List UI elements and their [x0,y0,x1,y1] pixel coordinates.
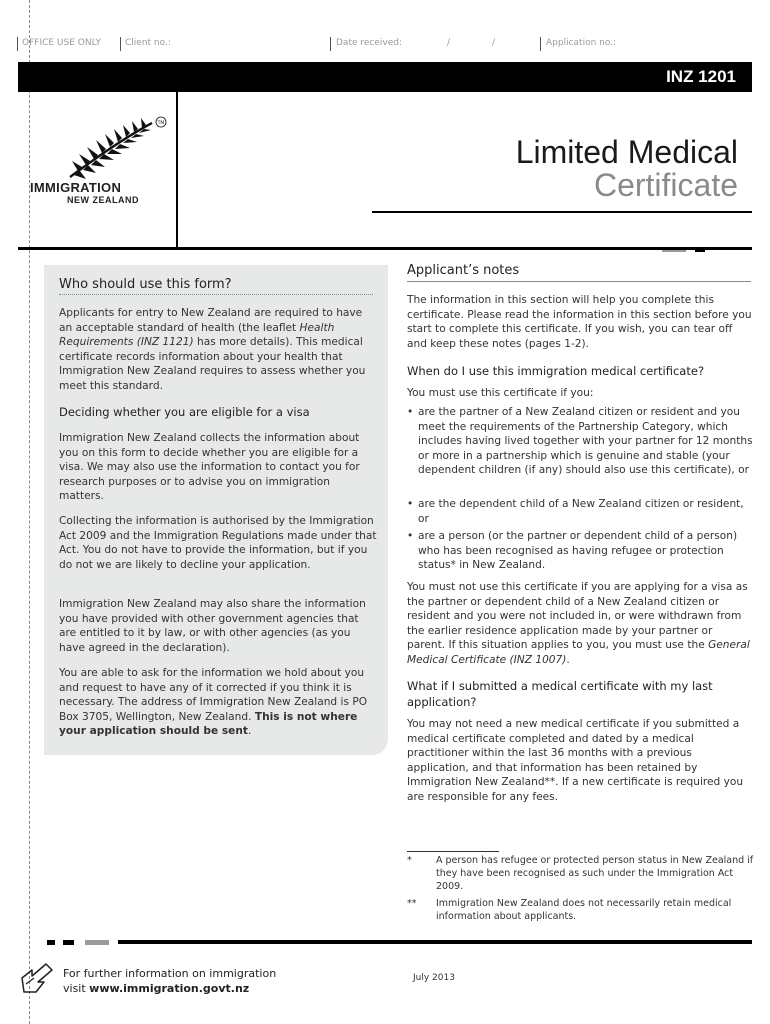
divider [120,37,121,51]
decor-block [63,940,74,945]
paragraph-collection: Immigration New Zealand collects the information about you on this form to decide whether you are eligible for a visa. We may also use the information to contact you for research purposes or to advise you on immigration matters. [59,432,360,503]
footnote-refugee: A person has refugee or protected person status in New Zealand if they have been recognised as such under the Immigration Act 2009. [436,855,754,892]
list-item: • are the dependent child of a New Zealand citizen or resident, or [407,498,744,525]
applicants-notes-title: Applicant’s notes [407,263,520,278]
client-no-field[interactable]: Client no.: [125,38,171,48]
website-link[interactable]: www.immigration.govt.nz [89,982,250,995]
trademark-text: TM [157,121,165,126]
divider [540,37,541,51]
application-no-field[interactable]: Application no.: [546,38,617,48]
previous-certificate-heading: What if I submitted a medical certificate with my last application? [407,679,713,709]
footer-rule [118,940,752,944]
previous-certificate-paragraph: You may not need a new medical certificate if you submitted a medical certificate completed and dated by a medical practitioner within the last 36 months with a previous application, and that information has been retained by Immigration New Zealand**. If a new certificate is required you are responsible for any fees. [407,718,744,803]
divider [17,37,18,51]
list-item: • are a person (or the partner or dependent child of a person) who has been recognised as having refugee or protection status* in New Zealand. [407,530,738,572]
notes-rule [407,281,751,282]
eligibility-heading: Deciding whether you are eligible for a visa [59,405,310,419]
who-should-use-panel [44,265,388,755]
panel-title: Who should use this form? [59,277,232,292]
when-to-use-heading: When do I use this immigration medical certificate? [407,364,705,378]
date-separator: / [447,38,451,48]
bullet-icon: • [407,498,414,510]
immigration-arrow-icon [18,960,56,998]
publication-date: July 2013 [413,973,455,983]
header-band [18,62,752,92]
title-rule [372,211,752,213]
decor-block [47,940,55,945]
form-code: INZ 1201 [666,67,736,86]
page-title: Limited Medical [515,134,738,170]
trademark-icon [155,116,167,128]
footnote-mark: * [407,855,412,866]
bullet-icon: • [407,530,414,542]
footer-line2: visit www.immigration.govt.nz [63,982,250,995]
logo-wordmark: IMMIGRATION [30,180,122,195]
must-not-use-paragraph: You must not use this certificate if you are applying for a visa as the partner or dependent child of a New Zealand citizen or resident and you were not included in, or were withdrawn from the earlier residence application made by your partner or parent. If this situation applies to you, you must use the General Medical Certificate (INZ 1007). [407,581,750,666]
footer-line1: For further information on immigration [63,967,277,980]
bullet-icon: • [407,406,414,418]
divider [330,37,331,51]
paragraph-sharing: Immigration New Zealand may also share the information you have provided with other government agencies that are entitled to it by law, or with other agencies (as you have agreed in the declaration). [59,598,366,654]
date-separator: / [492,38,496,48]
general-certificate-reference: General Medical Certificate (INZ 1007) [407,639,750,666]
paragraph-authorised: Collecting the information is authorised by the Immigration Act 2009 and the Immigration Regulations made under that Act. You do not have to provide the information, but if you do not we are likely to decline your application. [59,515,377,571]
must-use-lead: You must use this certificate if you: [407,387,594,399]
header-bottom-rule [18,247,752,250]
date-received-field[interactable]: Date received: [336,38,403,48]
list-item: • are the partner of a New Zealand citizen or resident and you meet the requirements of the Partnership Category, which includes having lived together with your partner for 12 months or more in a partnership which is genuine and stable (your dependent children (if any) should also use this certificate), or [407,406,753,477]
decor-block [85,940,109,945]
tear-off-perforation [29,0,30,1024]
not-address-warning: This is not where your application should be sent [59,710,358,738]
silver-fern-logo-icon [66,115,166,181]
header-divider [176,92,178,248]
paragraph-applicants: Applicants for entry to New Zealand are required to have an acceptable standard of health (the leaflet Health Requirements (INZ 1121) has more details). This medical certificate records information about your health that Immigration New Zealand requires to assess whether you meet this standard. [59,307,366,392]
office-use-label: OFFICE USE ONLY [22,38,101,48]
logo-subtitle: NEW ZEALAND [67,195,139,205]
notes-intro: The information in this section will help you complete this certificate. Please read the information in this section before you start to complete this certificate. If you wish, you can tear off and keep these notes (pages 1-2). [407,294,752,350]
office-use-row [17,37,737,51]
footnote-rule [407,851,499,852]
leaflet-reference: Health Requirements (INZ 1121) [59,321,335,349]
panel-rule [59,294,373,295]
further-information [63,966,276,996]
paragraph-access: You are able to ask for the information we hold about you and request to have any of it corrected if you think it is necessary. The address of Immigration New Zealand is PO Box 3705, Wellington, New Zealand. This is not where your application should be sent. [59,667,368,738]
footnote-retention: Immigration New Zealand does not necessarily retain medical information about applicants. [436,898,732,922]
footnote-mark: ** [407,898,417,909]
page-subtitle: Certificate [593,167,738,203]
